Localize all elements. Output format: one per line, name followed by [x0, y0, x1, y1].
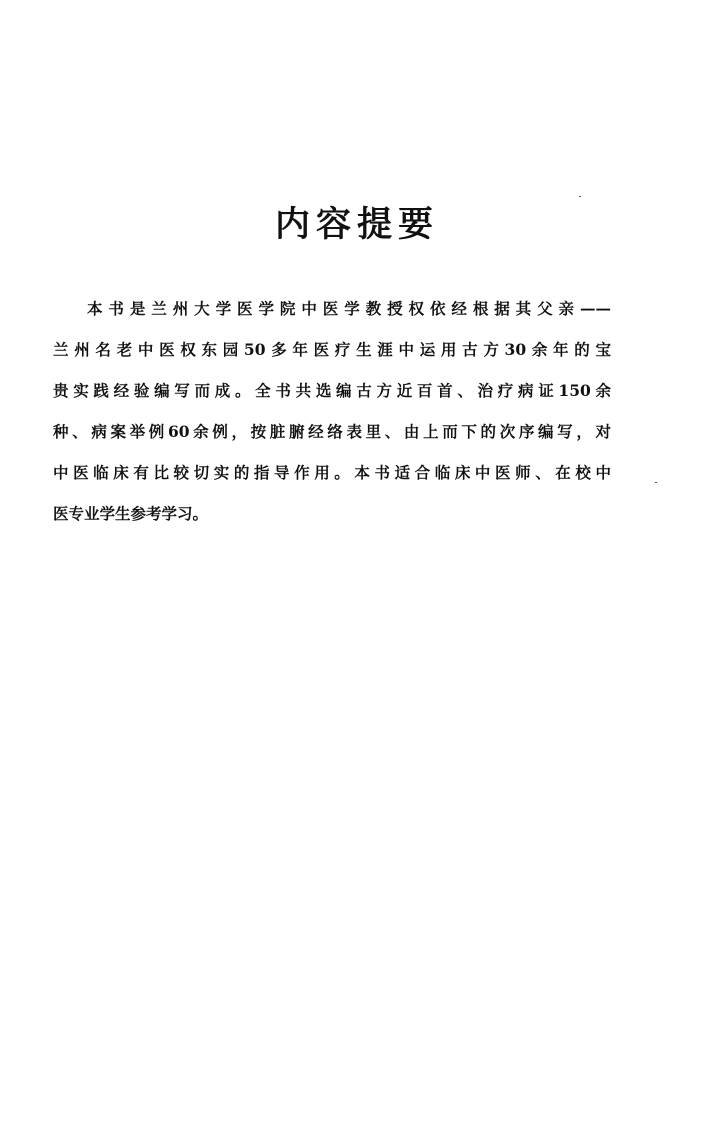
paragraph-line: 本书是兰州大学医学院中医学教授权依经根据其父亲——: [87, 299, 611, 318]
paragraph-line: 种、病案举例60余例，按脏腑经络表里、由上而下的次序编写，对: [53, 422, 611, 441]
paragraph-line: 兰州名老中医权东园50多年医疗生涯中运用古方30余年的宝: [53, 340, 611, 359]
paragraph-line: 中医临床有比较切实的指导作用。本书适合临床中医师、在校中: [53, 463, 611, 482]
paragraph-line: 贵实践经验编写而成。全书共选编古方近百首、治疗病证150余: [53, 381, 611, 400]
scan-speck: [579, 196, 581, 197]
page-title: 内容提要: [274, 204, 439, 245]
scan-speck: [655, 482, 657, 483]
paragraph-line: 医专业学生参考学习。: [53, 504, 209, 523]
summary-paragraph: [53, 288, 611, 534]
